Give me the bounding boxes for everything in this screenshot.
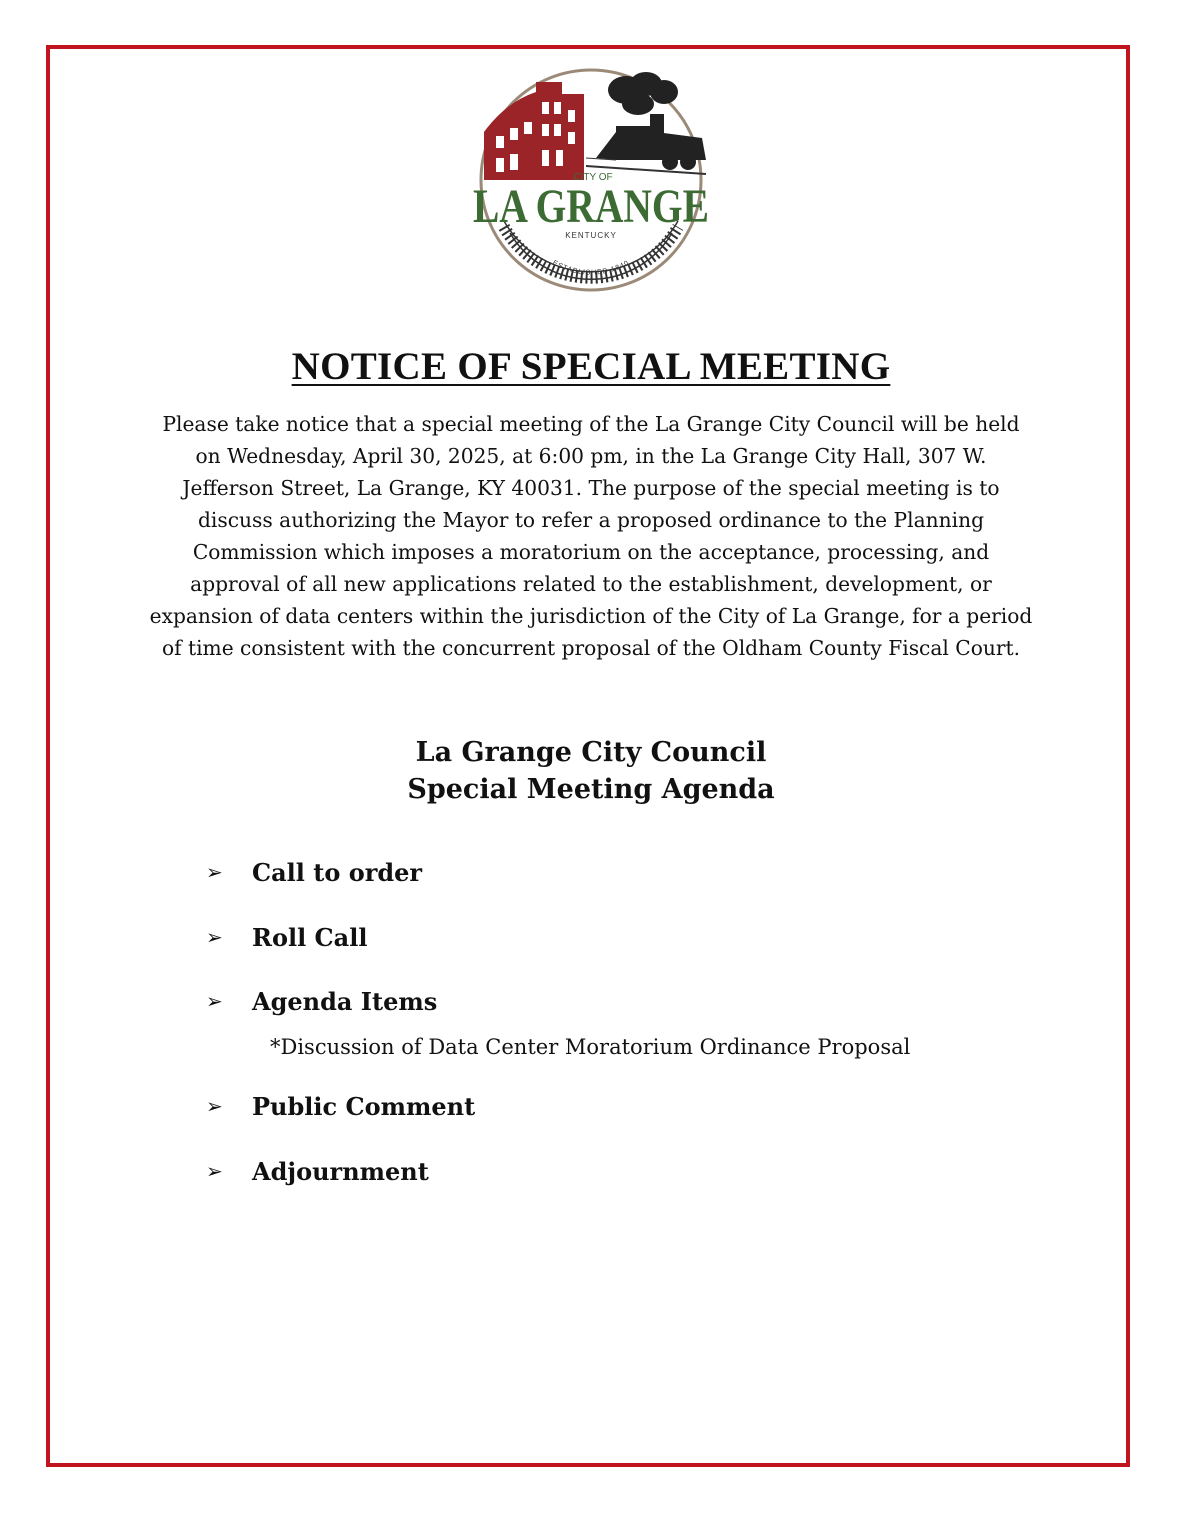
notice-line: approval of all new applications related to the establishment, development, or (190, 572, 992, 596)
agenda-subitem: *Discussion of Data Center Moratorium Ordinance Proposal (270, 1035, 911, 1059)
agenda-heading-line-1: La Grange City Council (415, 737, 767, 768)
arrow-bullet-icon: ➢ (206, 925, 223, 949)
arrow-bullet-icon: ➢ (206, 1094, 223, 1118)
agenda-heading-line-2: Special Meeting Agenda (407, 774, 775, 805)
notice-line: discuss authorizing the Mayor to refer a proposed ordinance to the Planning (197, 508, 985, 532)
page-title: NOTICE OF SPECIAL MEETING (291, 345, 891, 388)
notice-paragraph (120, 408, 1062, 664)
notice-line: Jefferson Street, La Grange, KY 40031. The purpose of the special meeting is to (182, 476, 1000, 500)
agenda-item (206, 981, 437, 1021)
agenda-item (206, 917, 367, 957)
arrow-bullet-icon: ➢ (206, 1159, 223, 1183)
notice-line: expansion of data centers within the jurisdiction of the City of La Grange, for a period (149, 604, 1033, 628)
logo-established: ESTABLISHED 1840 (551, 259, 631, 277)
logo-name: LA GRANGE (473, 180, 709, 233)
la-grange-logo (466, 62, 716, 294)
logo-city-of: CITY OF (573, 172, 613, 183)
agenda-item-label: Adjournment (252, 1156, 429, 1186)
agenda-item-label: Roll Call (252, 922, 368, 952)
agenda-heading (0, 734, 1182, 808)
arrow-bullet-icon: ➢ (206, 989, 223, 1013)
notice-line: Commission which imposes a moratorium on the acceptance, processing, and (192, 540, 990, 564)
notice-line: on Wednesday, April 30, 2025, at 6:00 pm, in the La Grange City Hall, 307 W. (195, 444, 987, 468)
notice-line: of time consistent with the concurrent proposal of the Oldham County Fiscal Court. (161, 636, 1021, 660)
agenda-item (206, 1151, 429, 1191)
agenda-item-label: Call to order (252, 857, 423, 887)
logo-state: KENTUCKY (565, 231, 617, 240)
notice-line: Please take notice that a special meeting of the La Grange City Council will be held (162, 412, 1020, 436)
agenda-item-label: Public Comment (252, 1091, 476, 1121)
arrow-bullet-icon: ➢ (206, 860, 223, 884)
agenda-item (206, 852, 422, 892)
agenda-item-label: Agenda Items (252, 986, 438, 1016)
agenda-item (206, 1086, 475, 1126)
